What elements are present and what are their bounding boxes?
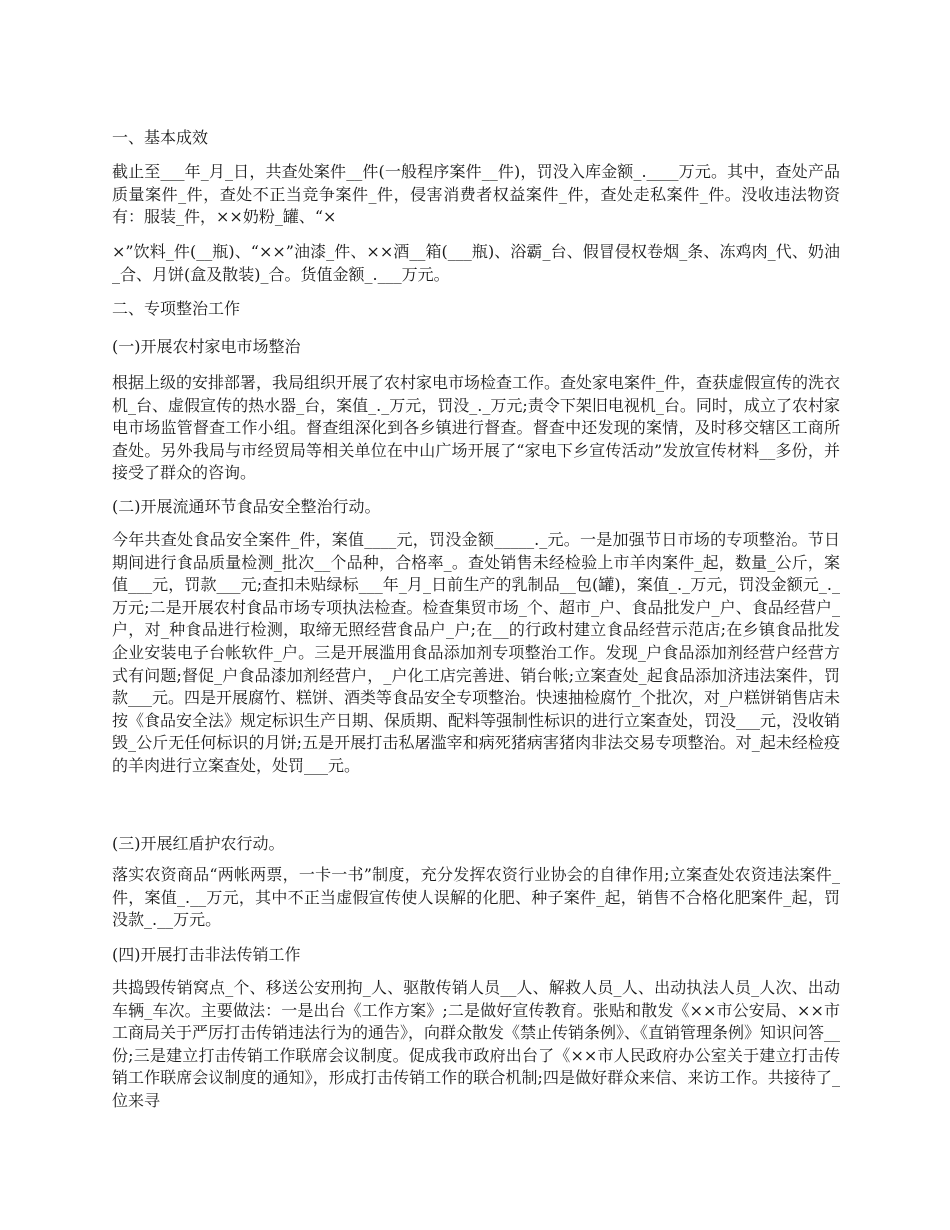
heading-red-shield: (三)开展红盾护农行动。 (112, 834, 285, 853)
heading-food-safety: (二)开展流通环节食品安全整治行动。 (112, 497, 381, 516)
heading-basic-results: 一、基本成效 (112, 128, 209, 147)
paragraph-rural-appliance-market: 根据上级的安排部署，我局组织开展了农村家电市场检查工作。查处家电案件_件，查获虚假宣传的洗衣机_台、虚假宣传的热水器_台，案值_._万元，罚没_._万元;责令下架旧电视机_台。同时，成立了农村家电市场监管督查工作小组。督查组深化到各乡镇进行督查。督查中还发现的案情，及时移交辖区工商所查处。另外我局与市经贸局等相关单位在中山广场开展了“家电下乡宣传活动”发放宣传材料__多份，并接受了群众的咨询。 (112, 373, 841, 483)
paragraph-basic-results: 截止至___年_月_日，共查处案件__件(一般程序案件__件)，罚没入库金额_.____万元。其中，查处产品质量案件_件，查处不正当竞争案件_件，侵害消费者权益案件_件，查处走私案件_件。没收违法物资有：服装_件，××奶粉_罐、“× (112, 162, 840, 227)
paragraph-food-safety: 今年共查处食品安全案件_件，案值____元，罚没金额_____._元。一是加强节日市场的专项整治。节日期间进行食品质量检测_批次__个品种，合格率_。查处销售未经检验上市羊肉案件_起，数量_公斤，案值___元，罚款___元;查扣未贴绿标___年_月_日前生产的乳制品__包(罐)，案值_._万元，罚没金额元_._万元;二是开展农村食品市场专项执法检查。检查集贸市场_个、超市_户、食品批发户_户、食品经营户_户，对_种食品进行检测，取缔无照经营食品户_户;在__的行政村建立食品经营示范店;在乡镇食品批发企业安装电子台帐软件_户。三是开展滥用食品添加剂专项整治工作。发现_户食品添加剂经营户经营方式有问题;督促_户食品漆加剂经营户，_户化工店完善进、销台帐;立案查处_起食品添加济违法案件，罚款___元。四是开展腐竹、糕饼、酒类等食品安全专项整治。快速抽检腐竹_个批次，对_户糕饼销售店未按《食品安全法》规定标识生产日期、保质期、配料等强制性标识的进行立案查处，罚没___元，没收销毁_公斤无任何标识的月饼;五是开展打击私屠滥宰和病死猪病害猪肉非法交易专项整治。对_起未经检疫的羊肉进行立案查处，处罚___元。 (112, 530, 841, 775)
paragraph-red-shield: 落实农资商品“两帐两票，一卡一书”制度，充分发挥农资行业协会的自律作用;立案查处农资违法案件_件，案值_.__万元，其中不正当虚假宣传使人误解的化肥、种子案件_起，销售不合格化肥案件_起，罚没款_.__万元。 (112, 865, 840, 930)
heading-special-rectification: 二、专项整治工作 (112, 299, 241, 318)
heading-pyramid-scheme: (四)开展打击非法传销工作 (112, 945, 301, 964)
paragraph-confiscated-goods: ×”饮料_件(__瓶)、“××”油漆_件、××酒__箱(___瓶)、浴霸_台、假冒侵权卷烟_条、冻鸡肉_代、奶油_合、月饼(盒及散装)_合。货值金额_.___万元。 (112, 242, 840, 284)
heading-rural-appliance-market: (一)开展农村家电市场整治 (112, 337, 301, 356)
paragraph-pyramid-scheme: 共捣毁传销窝点_个、移送公安刑拘_人、驱散传销人员__人、解救人员_人、出动执法人员_人次、出动车辆_车次。主要做法：一是出台《工作方案》;二是做好宣传教育。张贴和散发《××市公安局、××市工商局关于严厉打击传销违法行为的通告》，向群众散发《禁止传销条例》、《直销管理条例》知识问答__份;三是建立打击传销工作联席会议制度。促成我市政府出台了《××市人民政府办公室关于建立打击传销工作联席会议制度的通知》，形成打击传销工作的联合机制;四是做好群众来信、来访工作。共接待了_位来寻 (112, 978, 841, 1110)
